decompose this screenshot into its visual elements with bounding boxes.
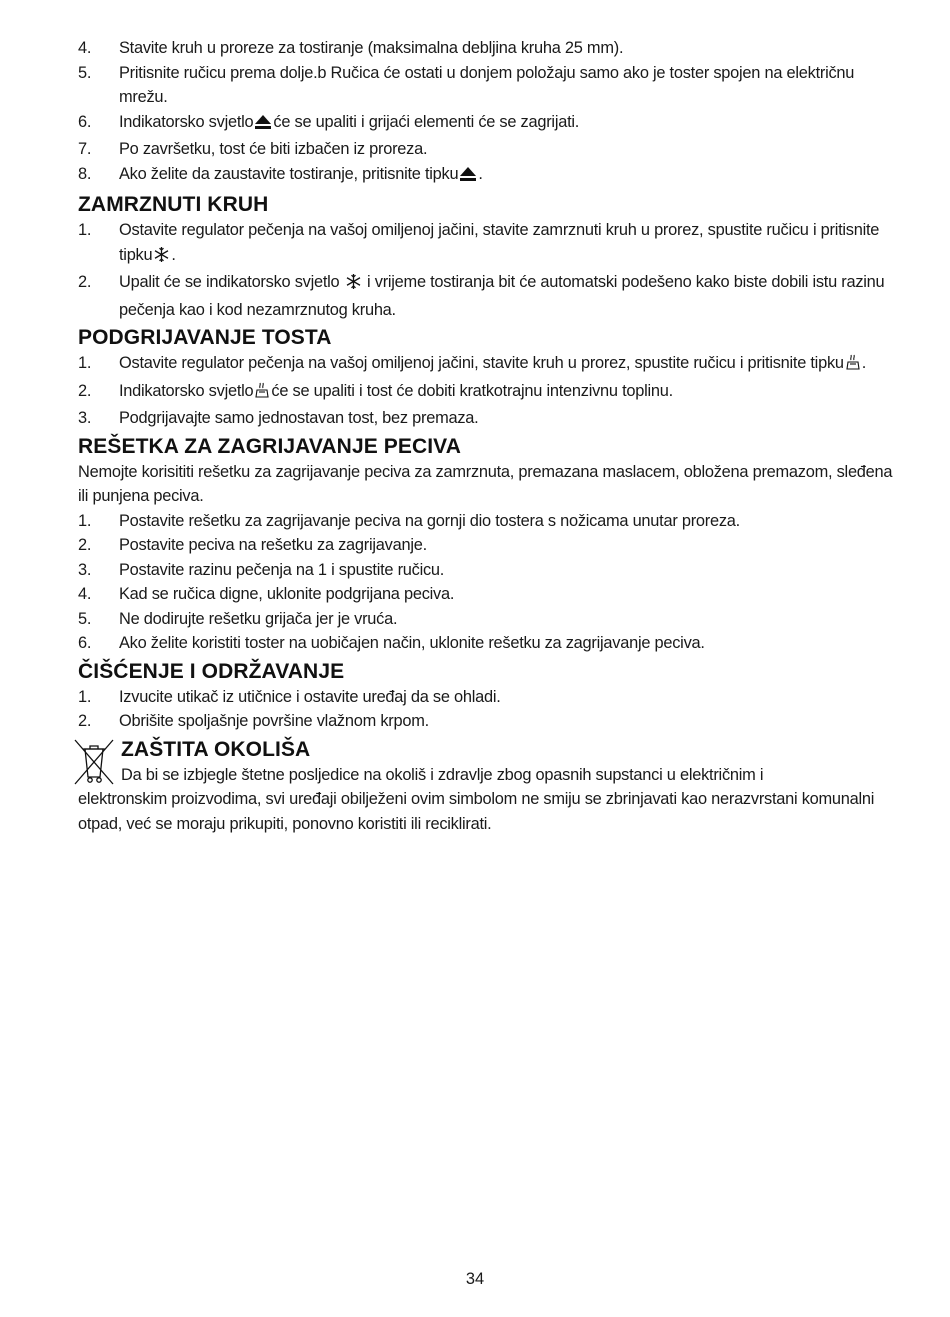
section-title-cleaning: ČIŠĆENJE I ODRŽAVANJE <box>78 659 345 683</box>
list-item: 2. Indikatorsko svjetlo će se upaliti i tost će dobiti kratkotrajnu intenzivnu toplinu. <box>78 379 894 407</box>
eject-icon <box>254 113 272 138</box>
list-item: 6. Indikatorsko svjetlo će se upaliti i grijaći elementi će se zagrijati. <box>78 110 894 138</box>
list-item: 4. Kad se ručica digne, uklonite podgrijana peciva. <box>78 585 455 603</box>
page-number: 34 <box>465 1270 485 1288</box>
list-item: 2. Obrišite spoljašnje površine vlažnom krpom. <box>78 712 429 730</box>
list-item: 4. Stavite kruh u proreze za tostiranje (maksimalna debljina kruha 25 mm). <box>78 39 624 57</box>
section-title-reheat: PODGRIJAVANJE TOSTA <box>78 326 332 349</box>
list-item: 3. Postavite razinu pečenja na 1 i spustite ručicu. <box>78 560 445 579</box>
reheat-icon <box>845 353 861 379</box>
list-item: 2. Upalit će se indikatorsko svjetlo i vrijeme tostiranja bit će automatski podešeno kako biste dobili istu razinu pečenja kao i kod nezamrznutog kruha. <box>78 273 885 319</box>
section-title-environment: ZAŠTITA OKOLIŠA <box>121 737 311 761</box>
list-item: 5. Ne dodirujte rešetku grijača jer je vruća. <box>78 609 398 628</box>
reheat-icon <box>254 381 270 407</box>
document-page <box>78 36 894 836</box>
section-title-frozen: ZAMRZNUTI KRUH <box>78 193 269 216</box>
environment-text: Da bi se izbjegle štetne posljedice na okoliš i zdravlje zbog opasnih supstanci u električnim i elektronskim proizvodima, svi uređaji obilježeni ovim simbolom ne smiju se zbrinjavati kao nerazvrstani komunalni otpad, već se moraju prikupiti, ponovno koristiti ili reciklirati. <box>78 765 875 833</box>
list-item: 1. Izvucite utikač iz utičnice i ostavite uređaj da se ohladi. <box>78 687 501 706</box>
snowflake-icon <box>153 246 170 271</box>
list-item: 1. Postavite rešetku za zagrijavanje peciva na gornji dio tostera s nožicama unutar proreza. <box>78 511 740 530</box>
list-item: 3. Podgrijavajte samo jednostavan tost, bez premaza. <box>78 409 479 427</box>
crossed-bin-icon <box>72 737 116 792</box>
list-item: 6. Ako želite koristiti toster na uobičajen način, uklonite rešetku za zagrijavanje peciva. <box>78 634 705 652</box>
list-item: 7. Po završetku, tost će biti izbačen iz proreza. <box>78 140 428 158</box>
eject-icon <box>459 165 477 190</box>
list-item: 8. Ako želite da zaustavite tostiranje, pritisnite tipku . <box>78 162 894 190</box>
intro-list <box>78 36 894 189</box>
snowflake-icon <box>345 273 362 298</box>
list-item: 1. Ostavite regulator pečenja na vašoj omiljenoj jačini, stavite zamrznuti kruh u prorez, spustite ručicu i pritisnite tipku . <box>78 218 894 270</box>
section-title-rack: REŠETKA ZA ZAGRIJAVANJE PECIVA <box>78 434 461 458</box>
rack-intro: Nemojte korisititi rešetku za zagrijavanje peciva za zamrznuta, premazana maslacem, obložena premazom, sleđena ili punjena peciva. <box>78 462 893 505</box>
list-item: 2. Postavite peciva na rešetku za zagrijavanje. <box>78 536 427 554</box>
list-item: 1. Ostavite regulator pečenja na vašoj omiljenoj jačini, stavite kruh u prorez, spustite ručicu i pritisnite tipku . <box>78 351 894 379</box>
environment-header <box>78 736 894 763</box>
list-item: 5. Pritisnite ručicu prema dolje.b Ručica će ostati u donjem položaju samo ako je toster spojen na električnu mrežu. <box>78 63 855 106</box>
